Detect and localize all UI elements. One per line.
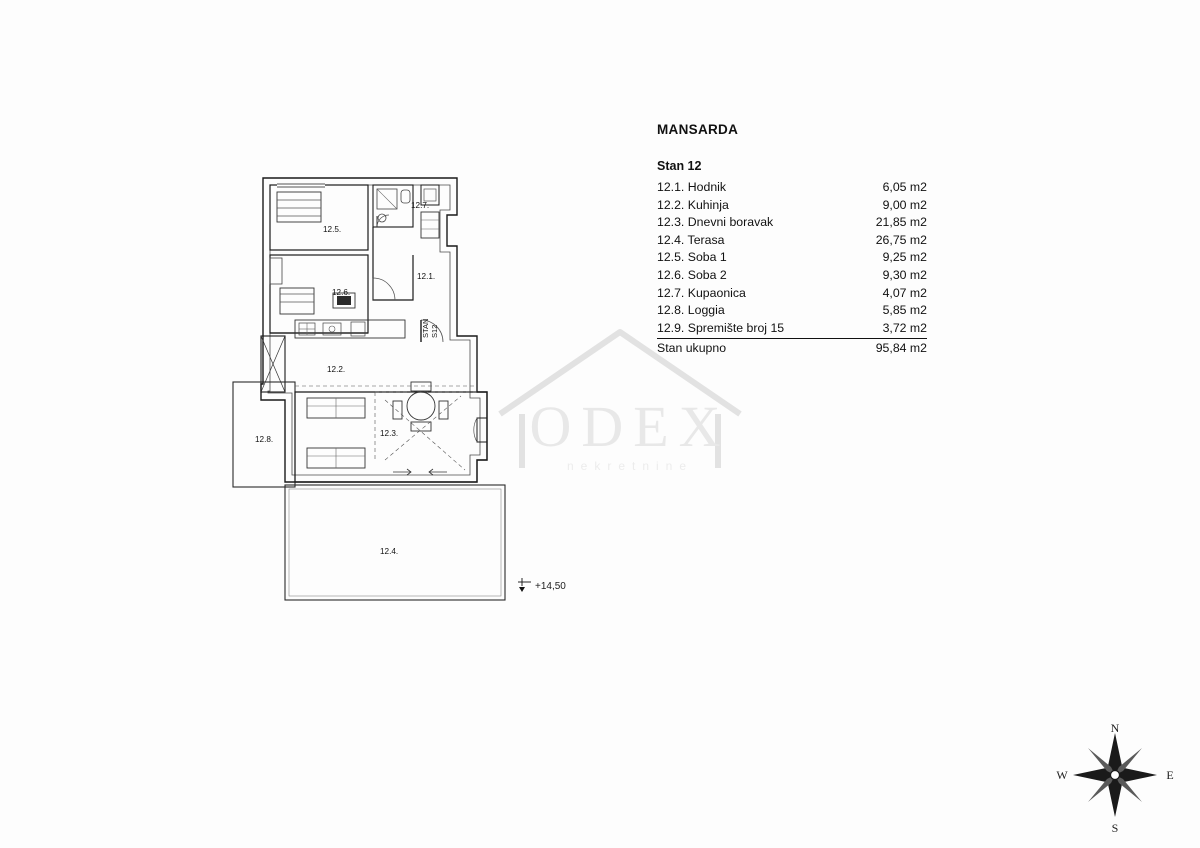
legend-row-area: 4,07 m2 — [882, 285, 927, 300]
unit-label: Stan 12 — [657, 159, 702, 173]
legend-row-label: 12.4. Terasa — [657, 232, 725, 247]
level-symbol-icon — [518, 578, 532, 594]
legend-row-area: 21,85 m2 — [875, 215, 927, 230]
legend-row — [657, 320, 927, 338]
watermark-tagline: nekretnine — [566, 459, 694, 473]
legend-row-label: 12.6. Soba 2 — [657, 267, 727, 282]
legend-row — [657, 267, 927, 285]
legend-total-area: 95,84 m2 — [875, 341, 927, 356]
legend-row — [657, 285, 927, 303]
watermark-brand: ODEX — [529, 394, 731, 459]
legend-row-area: 9,00 m2 — [882, 197, 927, 212]
room-tag-12-5: 12.5. — [323, 225, 342, 234]
legend-row-area: 26,75 m2 — [875, 232, 927, 247]
legend-row — [657, 249, 927, 267]
legend-row-label: 12.9. Spremište broj 15 — [657, 320, 785, 335]
room-tag-12-8: 12.8. — [255, 435, 274, 444]
legend-row-label: 12.8. Loggia — [657, 303, 725, 318]
room-tag-12-3: 12.3. — [380, 429, 399, 438]
legend-row — [657, 214, 927, 232]
legend-row-label: 12.2. Kuhinja — [657, 197, 729, 212]
compass-rose — [1050, 710, 1180, 840]
compass-south-label: S — [1111, 821, 1119, 835]
legend-row-area: 3,72 m2 — [882, 320, 927, 335]
legend-row-label: 12.5. Soba 1 — [657, 250, 727, 265]
room-tag-12-2: 12.2. — [327, 365, 346, 374]
compass-west-label: W — [1056, 768, 1068, 782]
legend-total-row — [657, 338, 927, 358]
compass-north-label: N — [1110, 721, 1120, 735]
entry-door-tag-line2: S12 — [430, 324, 439, 338]
elevation-marker — [518, 578, 566, 594]
legend-row — [657, 302, 927, 320]
entry-door-tag-line1: STAN — [421, 318, 430, 338]
legend-row — [657, 197, 927, 215]
floor-plan-drawing — [225, 160, 585, 620]
legend-row-label: 12.3. Dnevni boravak — [657, 215, 774, 230]
legend-row — [657, 232, 927, 250]
room-schedule — [657, 122, 927, 358]
room-tag-12-1: 12.1. — [417, 272, 436, 281]
legend-row-label: 12.1. Hodnik — [657, 180, 727, 194]
legend-total-label: Stan ukupno — [657, 341, 727, 356]
compass-east-label: E — [1166, 768, 1174, 782]
plan-title: MANSARDA — [657, 122, 739, 137]
legend-row-area: 5,85 m2 — [882, 303, 927, 318]
legend-row — [657, 179, 927, 197]
legend-row-area: 9,30 m2 — [882, 267, 927, 282]
legend-row-area: 9,25 m2 — [882, 250, 927, 265]
elevation-value: +14,50 — [535, 580, 566, 592]
room-tag-12-6: 12.6. — [332, 288, 351, 297]
legend-row-label: 12.7. Kupaonica — [657, 285, 746, 300]
room-tag-12-4: 12.4. — [380, 547, 399, 556]
legend-row-area: 6,05 m2 — [882, 180, 927, 194]
room-tag-12-7: 12.7. — [411, 201, 430, 210]
